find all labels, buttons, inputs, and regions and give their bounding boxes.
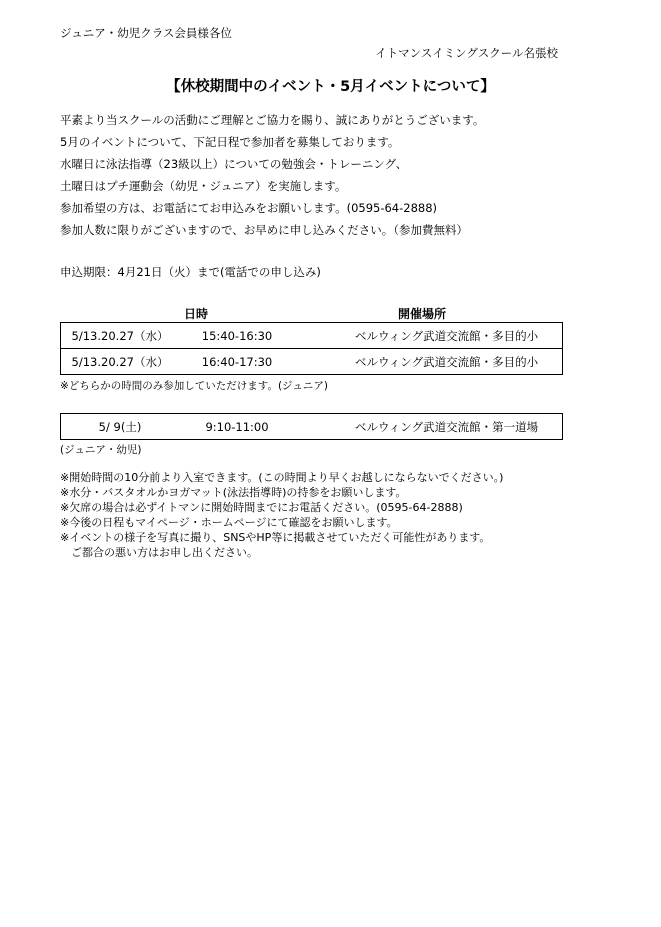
session-venue: ベルウィング武道交流館・多目的小 <box>295 323 563 349</box>
session-time: 16:40-17:30 <box>179 349 295 375</box>
table-row <box>61 414 563 440</box>
session-time: 15:40-16:30 <box>179 323 295 349</box>
header-datetime: 日時 <box>184 307 209 321</box>
note-item: ※開始時間の10分前より入室できます。(この時間より早くお越しにならないでください。) <box>60 471 504 484</box>
junior-schedule-table <box>60 322 563 375</box>
sender: イトマンスイミングスクール名張校 <box>375 46 558 60</box>
kids-note: (ジュニア・幼児) <box>60 444 142 456</box>
note-item: ※欠席の場合は必ずイトマンに開始時間までにお電話ください。(0595-64-2888) <box>60 501 463 514</box>
junior-note: ※どちらかの時間のみ参加していただけます。(ジュニア) <box>60 380 328 392</box>
session-venue: ベルウィング武道交流館・第一道場 <box>295 414 563 440</box>
header-venue: 開催場所 <box>398 307 447 321</box>
deadline: 申込期限：4月21日（火）まで(電話での申し込み) <box>60 265 321 279</box>
intro-line: 土曜日はプチ運動会（幼児・ジュニア）を実施します。 <box>60 179 347 193</box>
note-item: ※今後の日程もマイページ・ホームページにて確認をお願いします。 <box>60 516 398 529</box>
session-date: 5/ 9(土) <box>61 414 180 440</box>
session-venue: ベルウィング武道交流館・多目的小 <box>295 349 563 375</box>
addressee: ジュニア・幼児クラス会員様各位 <box>60 26 232 40</box>
document-title: 【休校期間中のイベント・5月イベントについて】 <box>166 79 495 95</box>
session-date: 5/13.20.27（水） <box>61 323 180 349</box>
intro-line: 5月のイベントについて、下記日程で参加者を募集しております。 <box>60 135 400 149</box>
intro-line: 水曜日に泳法指導（23級以上）についての勉強会・トレーニング、 <box>60 157 408 171</box>
intro-line: 参加希望の方は、お電話にてお申込みをお願いします。(0595-64-2888) <box>60 201 438 215</box>
table-row <box>61 323 563 349</box>
intro-line: 参加人数に限りがございますので、お早めに申し込みください。（参加費無料） <box>60 223 469 237</box>
note-item: ※イベントの様子を写真に撮り、SNSやHP等に掲載させていただく可能性があります。 <box>60 531 491 544</box>
session-time: 9:10-11:00 <box>179 414 295 440</box>
notes-list <box>60 470 503 560</box>
session-date: 5/13.20.27（水） <box>61 349 180 375</box>
table-row <box>61 349 563 375</box>
intro-line: 平素より当スクールの活動にご理解とご協力を賜り、誠にありがとうございます。 <box>60 113 485 127</box>
kids-schedule-table <box>60 413 563 440</box>
note-item: ご都合の悪い方はお申し出ください。 <box>60 546 258 559</box>
note-item: ※水分・バスタオルかヨガマット(泳法指導時)の持参をお願いします。 <box>60 486 407 499</box>
